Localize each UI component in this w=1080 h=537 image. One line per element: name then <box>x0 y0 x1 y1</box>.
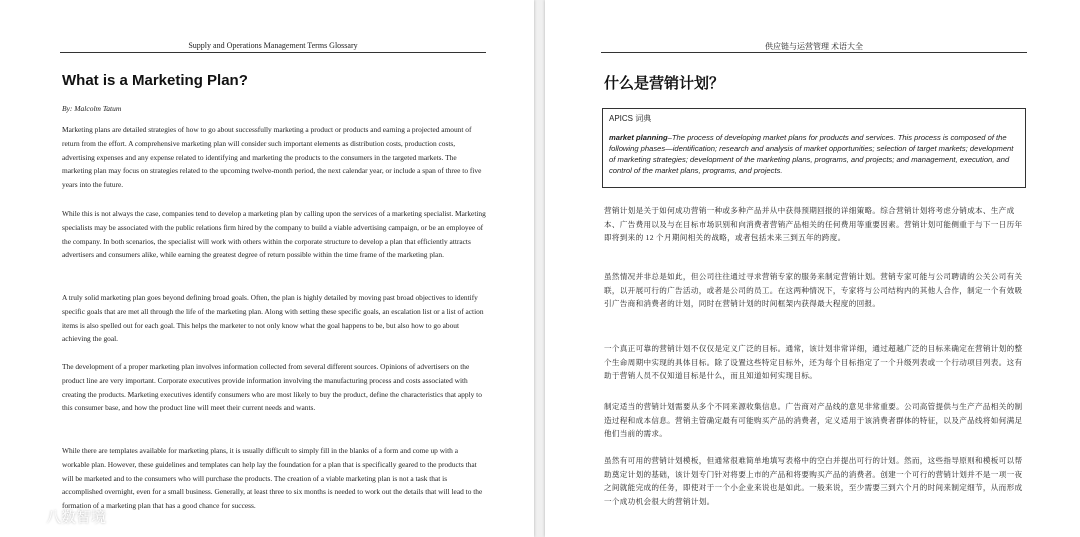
running-head: 供应链与运营管理 术语大全 <box>765 42 863 51</box>
box-label: APICS 词典 <box>609 114 652 123</box>
header-rule <box>601 52 1027 53</box>
page-title: What is a Marketing Plan? <box>62 72 248 89</box>
page-title: 什么是营销计划？ <box>604 74 725 92</box>
byline: By: Malcolm Tatum <box>62 104 122 113</box>
document-page-chinese <box>545 0 1080 537</box>
paragraph-1: Marketing plans are detailed strategies of how to go about successfully marketing a product or products and earning a projected amount of return from the effort. A comprehensive marketing plan will consider such important elements as distribution costs, production costs, advertising expenses and any expense related to identifying and marketing the products to the consumers in the targeted markets. The marketing plan may focus on strategies related to the upcoming twelve-month period, the next calendar year, or include a span of three to five years into the future. <box>62 125 482 190</box>
watermark-logo-icon <box>6 508 42 526</box>
watermark <box>6 506 106 527</box>
paragraph-3: 一个真正可靠的营销计划不仅仅是定义广泛的目标。通常，该计划非常详细，通过超越广泛的目标来确定在营销计划的整个生命周期中实现的具体目标。除了设置这些特定目标外，还为每个目标指定了一个升级列表或一个行动项目列表。这有助于营销人员不仅知道目标是什么，而且知道如何实现目标。 <box>604 344 1023 381</box>
paragraph-5: While there are templates available for marketing plans, it is usually difficult to simply fill in the blanks of a form and come up with a workable plan. However, these guidelines and templates can help lay the foundation for a plan that is specifically geared to the products that will be marketed and to the consumers who will purchase the products. The creation of a viable marketing plan is not a task that is accomplished overnight, even for a small business. Generally, at least three to six months is needed to work out the details that will lead to the formation of a marketing plan that has a good chance for success. <box>62 446 483 511</box>
paragraph-4: The development of a proper marketing plan involves information collected from several different sources. Opinions of advertisers on the product line are very important. Corporate executives provide information involving the manufacturing process and costs associated with creating the products. Marketing executives identify consumers who are most likely to buy the product, define the characteristics that apply to this consumer base, and how the product line will meet their current needs and wants. <box>62 362 482 413</box>
paragraph-2: While this is not always the case, companies tend to develop a marketing plan by calling upon the services of a marketing specialist. Marketing specialists may be associated with the public relations firm hired by the company to build a viable advertising campaign, or be an employee of the company. In both scenarios, the specialist will work with others within the corporate structure to develop a plan that efficiently attracts advertisers and consumers alike, while earning the greatest degree of return possible within the time frame of the marketing plan. <box>62 209 486 260</box>
header-rule <box>60 52 486 53</box>
paragraph-3: A truly solid marketing plan goes beyond defining broad goals. Often, the plan is highly detailed by moving past broad objectives to identify specific goals that are met all through the life of the marketing plan. Along with setting these specific goals, an escalation list or a list of action items is also spelled out for each goal. This helps the marketer to not only know what the goal happens to be, but also how to go about achieving the goal. <box>62 293 484 344</box>
running-head: Supply and Operations Management Terms Glossary <box>188 41 358 50</box>
paragraph-4: 制定适当的营销计划需要从多个不同来源收集信息。广告商对产品线的意见非常重要。公司高管提供与生产产品相关的制造过程和成本信息。营销主管确定最有可能购买产品的消费者，定义适用于该消费者群体的特征，以及产品线将如何满足他们当前的需求。 <box>604 402 1023 439</box>
paragraph-5: 虽然有可用的营销计划模板，但通常很难简单地填写表格中的空白并提出可行的计划。然而，这些指导原则和模板可以帮助奠定计划的基础，该计划专门针对将要上市的产品和将要购买产品的消费者。创建一个可行的营销计划并不是一项一夜之间就能完成的任务，即使对于一个小企业来说也是如此。一般来说，至少需要三到六个月的时间来制定细节，从而形成一个成功机会很大的营销计划。 <box>604 456 1023 506</box>
paragraph-2: 虽然情况并非总是如此，但公司往往通过寻求营销专家的服务来制定营销计划。营销专家可能与公司聘请的公关公司有关联，以开展可行的广告活动，或者是公司的员工。在这两种情况下，专家将与公司结构内的其他人合作，制定一个有效吸引广告商和消费者的计划，同时在营销计划的时间框架内获得最大程度的回报。 <box>604 272 1023 309</box>
paragraph-1: 营销计划是关于如何成功营销一种或多种产品并从中获得预期回报的详细策略。综合营销计划将考虑分销成本、生产成本、广告费用以及与在目标市场识别和向消费者营销产品相关的任何费用等重要因素。营销计划可能侧重于与下一日历年即将到来的 12 个月期间相关的战略，或者包括未来三到五年的跨度。 <box>604 206 1023 243</box>
definition-term: market planning <box>609 133 668 142</box>
definition-text: –The process of developing market plans for products and services. This process is composed of the following phases—identification; research and analysis of market opportunities; selection of target markets; development of marketing strategies; development of the marketing plans, programs, and projects; and management, execution, and control of the market plans, programs, and projects. <box>609 133 1014 175</box>
document-page-english <box>0 0 534 537</box>
watermark-text: 八数智境 <box>46 508 107 526</box>
apics-definition-box <box>602 108 1026 188</box>
box-definition <box>609 132 1019 176</box>
